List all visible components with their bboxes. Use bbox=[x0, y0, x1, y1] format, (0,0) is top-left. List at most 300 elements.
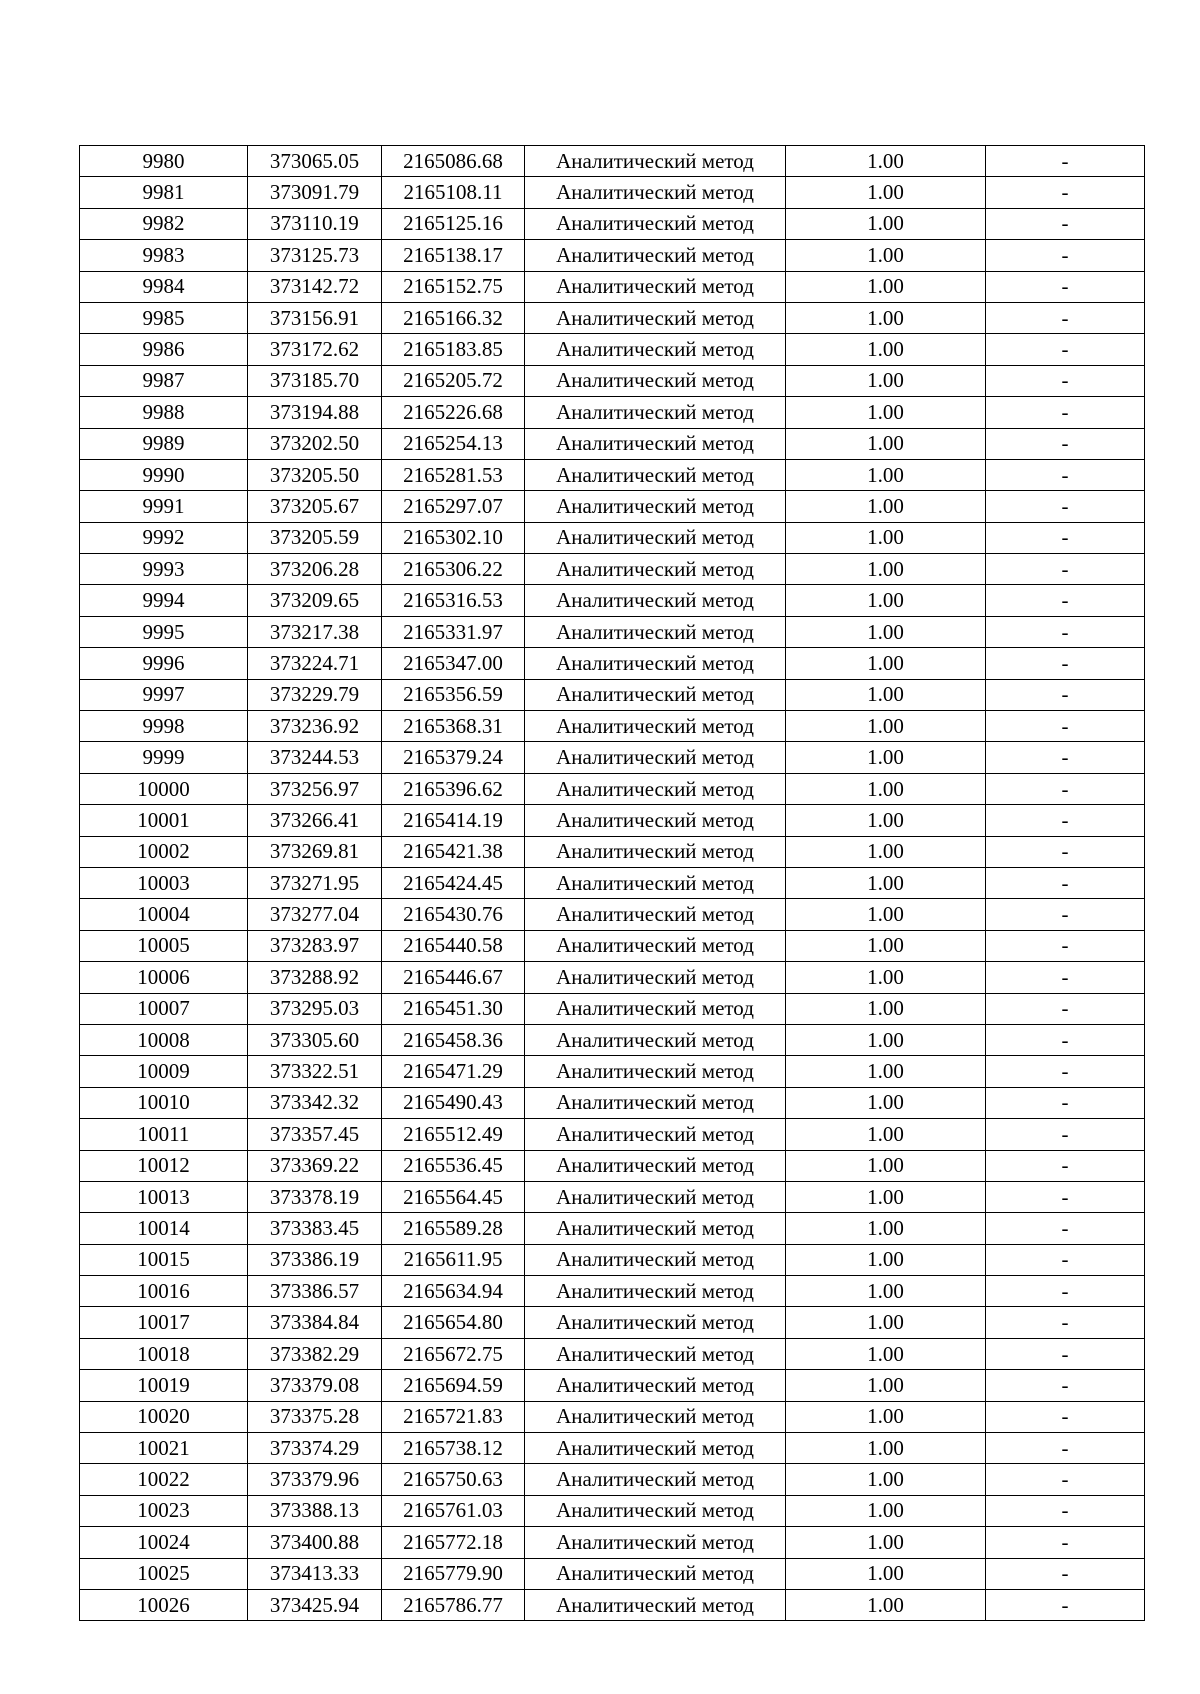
y-coordinate-cell: 2165440.58 bbox=[382, 930, 525, 961]
y-coordinate-cell: 2165356.59 bbox=[382, 679, 525, 710]
note-cell: - bbox=[986, 962, 1145, 993]
accuracy-cell: 1.00 bbox=[786, 993, 986, 1024]
method-cell: Аналитический метод bbox=[525, 1558, 786, 1589]
note-cell: - bbox=[986, 616, 1145, 647]
accuracy-cell: 1.00 bbox=[786, 616, 986, 647]
x-coordinate-cell: 373125.73 bbox=[248, 240, 382, 271]
point-number-cell: 9996 bbox=[80, 648, 248, 679]
note-cell: - bbox=[986, 365, 1145, 396]
accuracy-cell: 1.00 bbox=[786, 302, 986, 333]
point-number-cell: 9980 bbox=[80, 146, 248, 177]
note-cell: - bbox=[986, 554, 1145, 585]
accuracy-cell: 1.00 bbox=[786, 1338, 986, 1369]
accuracy-cell: 1.00 bbox=[786, 146, 986, 177]
table-row bbox=[80, 397, 1145, 428]
y-coordinate-cell: 2165779.90 bbox=[382, 1558, 525, 1589]
point-number-cell: 10011 bbox=[80, 1119, 248, 1150]
y-coordinate-cell: 2165254.13 bbox=[382, 428, 525, 459]
x-coordinate-cell: 373425.94 bbox=[248, 1589, 382, 1620]
method-cell: Аналитический метод bbox=[525, 1181, 786, 1212]
method-cell: Аналитический метод bbox=[525, 1087, 786, 1118]
y-coordinate-cell: 2165281.53 bbox=[382, 459, 525, 490]
accuracy-cell: 1.00 bbox=[786, 240, 986, 271]
y-coordinate-cell: 2165761.03 bbox=[382, 1495, 525, 1526]
x-coordinate-cell: 373244.53 bbox=[248, 742, 382, 773]
y-coordinate-cell: 2165166.32 bbox=[382, 302, 525, 333]
note-cell: - bbox=[986, 240, 1145, 271]
point-number-cell: 9984 bbox=[80, 271, 248, 302]
table-row bbox=[80, 365, 1145, 396]
accuracy-cell: 1.00 bbox=[786, 428, 986, 459]
note-cell: - bbox=[986, 1401, 1145, 1432]
table-row bbox=[80, 554, 1145, 585]
table-body bbox=[80, 146, 1145, 1621]
y-coordinate-cell: 2165226.68 bbox=[382, 397, 525, 428]
method-cell: Аналитический метод bbox=[525, 1307, 786, 1338]
x-coordinate-cell: 373382.29 bbox=[248, 1338, 382, 1369]
y-coordinate-cell: 2165672.75 bbox=[382, 1338, 525, 1369]
y-coordinate-cell: 2165446.67 bbox=[382, 962, 525, 993]
x-coordinate-cell: 373271.95 bbox=[248, 867, 382, 898]
accuracy-cell: 1.00 bbox=[786, 836, 986, 867]
point-number-cell: 10022 bbox=[80, 1464, 248, 1495]
table-row bbox=[80, 1119, 1145, 1150]
method-cell: Аналитический метод bbox=[525, 302, 786, 333]
note-cell: - bbox=[986, 773, 1145, 804]
x-coordinate-cell: 373065.05 bbox=[248, 146, 382, 177]
method-cell: Аналитический метод bbox=[525, 365, 786, 396]
x-coordinate-cell: 373413.33 bbox=[248, 1558, 382, 1589]
accuracy-cell: 1.00 bbox=[786, 1244, 986, 1275]
point-number-cell: 9997 bbox=[80, 679, 248, 710]
method-cell: Аналитический метод bbox=[525, 1056, 786, 1087]
table-row bbox=[80, 428, 1145, 459]
method-cell: Аналитический метод bbox=[525, 1338, 786, 1369]
note-cell: - bbox=[986, 208, 1145, 239]
point-number-cell: 9983 bbox=[80, 240, 248, 271]
table-row bbox=[80, 208, 1145, 239]
point-number-cell: 9993 bbox=[80, 554, 248, 585]
accuracy-cell: 1.00 bbox=[786, 1464, 986, 1495]
table-row bbox=[80, 805, 1145, 836]
y-coordinate-cell: 2165205.72 bbox=[382, 365, 525, 396]
point-number-cell: 10009 bbox=[80, 1056, 248, 1087]
method-cell: Аналитический метод bbox=[525, 962, 786, 993]
note-cell: - bbox=[986, 899, 1145, 930]
accuracy-cell: 1.00 bbox=[786, 208, 986, 239]
accuracy-cell: 1.00 bbox=[786, 711, 986, 742]
point-number-cell: 9998 bbox=[80, 711, 248, 742]
point-number-cell: 9985 bbox=[80, 302, 248, 333]
table-row bbox=[80, 1213, 1145, 1244]
note-cell: - bbox=[986, 1087, 1145, 1118]
method-cell: Аналитический метод bbox=[525, 1213, 786, 1244]
x-coordinate-cell: 373283.97 bbox=[248, 930, 382, 961]
x-coordinate-cell: 373288.92 bbox=[248, 962, 382, 993]
x-coordinate-cell: 373194.88 bbox=[248, 397, 382, 428]
accuracy-cell: 1.00 bbox=[786, 1495, 986, 1526]
table-row bbox=[80, 459, 1145, 490]
y-coordinate-cell: 2165108.11 bbox=[382, 177, 525, 208]
point-number-cell: 9982 bbox=[80, 208, 248, 239]
y-coordinate-cell: 2165138.17 bbox=[382, 240, 525, 271]
y-coordinate-cell: 2165347.00 bbox=[382, 648, 525, 679]
accuracy-cell: 1.00 bbox=[786, 1589, 986, 1620]
accuracy-cell: 1.00 bbox=[786, 1276, 986, 1307]
note-cell: - bbox=[986, 993, 1145, 1024]
point-number-cell: 10025 bbox=[80, 1558, 248, 1589]
method-cell: Аналитический метод bbox=[525, 1589, 786, 1620]
point-number-cell: 9987 bbox=[80, 365, 248, 396]
table-row bbox=[80, 334, 1145, 365]
table-row bbox=[80, 146, 1145, 177]
y-coordinate-cell: 2165379.24 bbox=[382, 742, 525, 773]
accuracy-cell: 1.00 bbox=[786, 1181, 986, 1212]
note-cell: - bbox=[986, 711, 1145, 742]
note-cell: - bbox=[986, 459, 1145, 490]
y-coordinate-cell: 2165183.85 bbox=[382, 334, 525, 365]
x-coordinate-cell: 373209.65 bbox=[248, 585, 382, 616]
accuracy-cell: 1.00 bbox=[786, 1150, 986, 1181]
note-cell: - bbox=[986, 1276, 1145, 1307]
note-cell: - bbox=[986, 491, 1145, 522]
note-cell: - bbox=[986, 1119, 1145, 1150]
note-cell: - bbox=[986, 742, 1145, 773]
coordinates-table bbox=[79, 145, 1145, 1621]
x-coordinate-cell: 373202.50 bbox=[248, 428, 382, 459]
x-coordinate-cell: 373156.91 bbox=[248, 302, 382, 333]
note-cell: - bbox=[986, 1307, 1145, 1338]
method-cell: Аналитический метод bbox=[525, 1150, 786, 1181]
note-cell: - bbox=[986, 1589, 1145, 1620]
table-row bbox=[80, 1464, 1145, 1495]
y-coordinate-cell: 2165750.63 bbox=[382, 1464, 525, 1495]
table-row bbox=[80, 585, 1145, 616]
note-cell: - bbox=[986, 397, 1145, 428]
accuracy-cell: 1.00 bbox=[786, 899, 986, 930]
method-cell: Аналитический метод bbox=[525, 711, 786, 742]
y-coordinate-cell: 2165694.59 bbox=[382, 1370, 525, 1401]
x-coordinate-cell: 373266.41 bbox=[248, 805, 382, 836]
point-number-cell: 10005 bbox=[80, 930, 248, 961]
table-row bbox=[80, 1276, 1145, 1307]
y-coordinate-cell: 2165611.95 bbox=[382, 1244, 525, 1275]
note-cell: - bbox=[986, 1024, 1145, 1055]
note-cell: - bbox=[986, 648, 1145, 679]
table-row bbox=[80, 1087, 1145, 1118]
method-cell: Аналитический метод bbox=[525, 899, 786, 930]
method-cell: Аналитический метод bbox=[525, 1401, 786, 1432]
accuracy-cell: 1.00 bbox=[786, 585, 986, 616]
method-cell: Аналитический метод bbox=[525, 1464, 786, 1495]
table-row bbox=[80, 1150, 1145, 1181]
accuracy-cell: 1.00 bbox=[786, 962, 986, 993]
y-coordinate-cell: 2165512.49 bbox=[382, 1119, 525, 1150]
note-cell: - bbox=[986, 805, 1145, 836]
point-number-cell: 10023 bbox=[80, 1495, 248, 1526]
table-row bbox=[80, 1558, 1145, 1589]
x-coordinate-cell: 373369.22 bbox=[248, 1150, 382, 1181]
accuracy-cell: 1.00 bbox=[786, 742, 986, 773]
method-cell: Аналитический метод bbox=[525, 1024, 786, 1055]
point-number-cell: 9994 bbox=[80, 585, 248, 616]
table-row bbox=[80, 1244, 1145, 1275]
point-number-cell: 10012 bbox=[80, 1150, 248, 1181]
x-coordinate-cell: 373091.79 bbox=[248, 177, 382, 208]
method-cell: Аналитический метод bbox=[525, 428, 786, 459]
table-row bbox=[80, 491, 1145, 522]
note-cell: - bbox=[986, 1433, 1145, 1464]
point-number-cell: 10013 bbox=[80, 1181, 248, 1212]
x-coordinate-cell: 373400.88 bbox=[248, 1527, 382, 1558]
y-coordinate-cell: 2165424.45 bbox=[382, 867, 525, 898]
y-coordinate-cell: 2165086.68 bbox=[382, 146, 525, 177]
point-number-cell: 9986 bbox=[80, 334, 248, 365]
table-row bbox=[80, 302, 1145, 333]
accuracy-cell: 1.00 bbox=[786, 1401, 986, 1432]
y-coordinate-cell: 2165297.07 bbox=[382, 491, 525, 522]
note-cell: - bbox=[986, 836, 1145, 867]
point-number-cell: 10018 bbox=[80, 1338, 248, 1369]
x-coordinate-cell: 373205.67 bbox=[248, 491, 382, 522]
method-cell: Аналитический метод bbox=[525, 648, 786, 679]
y-coordinate-cell: 2165634.94 bbox=[382, 1276, 525, 1307]
method-cell: Аналитический метод bbox=[525, 146, 786, 177]
accuracy-cell: 1.00 bbox=[786, 459, 986, 490]
accuracy-cell: 1.00 bbox=[786, 1213, 986, 1244]
x-coordinate-cell: 373269.81 bbox=[248, 836, 382, 867]
table-row bbox=[80, 616, 1145, 647]
y-coordinate-cell: 2165396.62 bbox=[382, 773, 525, 804]
table-row bbox=[80, 271, 1145, 302]
x-coordinate-cell: 373236.92 bbox=[248, 711, 382, 742]
x-coordinate-cell: 373217.38 bbox=[248, 616, 382, 647]
x-coordinate-cell: 373295.03 bbox=[248, 993, 382, 1024]
point-number-cell: 10019 bbox=[80, 1370, 248, 1401]
method-cell: Аналитический метод bbox=[525, 773, 786, 804]
note-cell: - bbox=[986, 271, 1145, 302]
x-coordinate-cell: 373378.19 bbox=[248, 1181, 382, 1212]
table-row bbox=[80, 993, 1145, 1024]
x-coordinate-cell: 373305.60 bbox=[248, 1024, 382, 1055]
table-row bbox=[80, 742, 1145, 773]
method-cell: Аналитический метод bbox=[525, 1244, 786, 1275]
x-coordinate-cell: 373224.71 bbox=[248, 648, 382, 679]
accuracy-cell: 1.00 bbox=[786, 397, 986, 428]
method-cell: Аналитический метод bbox=[525, 1495, 786, 1526]
accuracy-cell: 1.00 bbox=[786, 1087, 986, 1118]
method-cell: Аналитический метод bbox=[525, 616, 786, 647]
table-row bbox=[80, 1433, 1145, 1464]
method-cell: Аналитический метод bbox=[525, 397, 786, 428]
accuracy-cell: 1.00 bbox=[786, 805, 986, 836]
note-cell: - bbox=[986, 1464, 1145, 1495]
point-number-cell: 9989 bbox=[80, 428, 248, 459]
table-row bbox=[80, 899, 1145, 930]
table-row bbox=[80, 1056, 1145, 1087]
point-number-cell: 9991 bbox=[80, 491, 248, 522]
table-row bbox=[80, 1527, 1145, 1558]
method-cell: Аналитический метод bbox=[525, 177, 786, 208]
method-cell: Аналитический метод bbox=[525, 805, 786, 836]
x-coordinate-cell: 373110.19 bbox=[248, 208, 382, 239]
accuracy-cell: 1.00 bbox=[786, 491, 986, 522]
x-coordinate-cell: 373185.70 bbox=[248, 365, 382, 396]
method-cell: Аналитический метод bbox=[525, 742, 786, 773]
x-coordinate-cell: 373386.19 bbox=[248, 1244, 382, 1275]
method-cell: Аналитический метод bbox=[525, 459, 786, 490]
note-cell: - bbox=[986, 1213, 1145, 1244]
y-coordinate-cell: 2165654.80 bbox=[382, 1307, 525, 1338]
note-cell: - bbox=[986, 867, 1145, 898]
y-coordinate-cell: 2165302.10 bbox=[382, 522, 525, 553]
x-coordinate-cell: 373379.08 bbox=[248, 1370, 382, 1401]
method-cell: Аналитический метод bbox=[525, 522, 786, 553]
x-coordinate-cell: 373322.51 bbox=[248, 1056, 382, 1087]
method-cell: Аналитический метод bbox=[525, 1433, 786, 1464]
accuracy-cell: 1.00 bbox=[786, 1527, 986, 1558]
note-cell: - bbox=[986, 1181, 1145, 1212]
y-coordinate-cell: 2165589.28 bbox=[382, 1213, 525, 1244]
accuracy-cell: 1.00 bbox=[786, 1056, 986, 1087]
note-cell: - bbox=[986, 1056, 1145, 1087]
point-number-cell: 10003 bbox=[80, 867, 248, 898]
point-number-cell: 10021 bbox=[80, 1433, 248, 1464]
y-coordinate-cell: 2165152.75 bbox=[382, 271, 525, 302]
point-number-cell: 10008 bbox=[80, 1024, 248, 1055]
point-number-cell: 10014 bbox=[80, 1213, 248, 1244]
accuracy-cell: 1.00 bbox=[786, 271, 986, 302]
note-cell: - bbox=[986, 1370, 1145, 1401]
x-coordinate-cell: 373383.45 bbox=[248, 1213, 382, 1244]
table-row bbox=[80, 240, 1145, 271]
accuracy-cell: 1.00 bbox=[786, 554, 986, 585]
note-cell: - bbox=[986, 1150, 1145, 1181]
y-coordinate-cell: 2165564.45 bbox=[382, 1181, 525, 1212]
point-number-cell: 9981 bbox=[80, 177, 248, 208]
table-row bbox=[80, 1181, 1145, 1212]
accuracy-cell: 1.00 bbox=[786, 1307, 986, 1338]
method-cell: Аналитический метод bbox=[525, 271, 786, 302]
x-coordinate-cell: 373375.28 bbox=[248, 1401, 382, 1432]
accuracy-cell: 1.00 bbox=[786, 930, 986, 961]
x-coordinate-cell: 373172.62 bbox=[248, 334, 382, 365]
accuracy-cell: 1.00 bbox=[786, 773, 986, 804]
point-number-cell: 9995 bbox=[80, 616, 248, 647]
y-coordinate-cell: 2165772.18 bbox=[382, 1527, 525, 1558]
accuracy-cell: 1.00 bbox=[786, 334, 986, 365]
x-coordinate-cell: 373379.96 bbox=[248, 1464, 382, 1495]
y-coordinate-cell: 2165786.77 bbox=[382, 1589, 525, 1620]
note-cell: - bbox=[986, 146, 1145, 177]
y-coordinate-cell: 2165490.43 bbox=[382, 1087, 525, 1118]
point-number-cell: 10004 bbox=[80, 899, 248, 930]
x-coordinate-cell: 373229.79 bbox=[248, 679, 382, 710]
table-row bbox=[80, 1589, 1145, 1620]
table-row bbox=[80, 679, 1145, 710]
point-number-cell: 10016 bbox=[80, 1276, 248, 1307]
table-row bbox=[80, 1307, 1145, 1338]
accuracy-cell: 1.00 bbox=[786, 522, 986, 553]
table-row bbox=[80, 962, 1145, 993]
table-row bbox=[80, 1495, 1145, 1526]
x-coordinate-cell: 373205.50 bbox=[248, 459, 382, 490]
x-coordinate-cell: 373386.57 bbox=[248, 1276, 382, 1307]
table-row bbox=[80, 930, 1145, 961]
accuracy-cell: 1.00 bbox=[786, 648, 986, 679]
table-row bbox=[80, 177, 1145, 208]
method-cell: Аналитический метод bbox=[525, 334, 786, 365]
x-coordinate-cell: 373206.28 bbox=[248, 554, 382, 585]
x-coordinate-cell: 373142.72 bbox=[248, 271, 382, 302]
x-coordinate-cell: 373374.29 bbox=[248, 1433, 382, 1464]
point-number-cell: 10006 bbox=[80, 962, 248, 993]
note-cell: - bbox=[986, 302, 1145, 333]
method-cell: Аналитический метод bbox=[525, 930, 786, 961]
method-cell: Аналитический метод bbox=[525, 240, 786, 271]
y-coordinate-cell: 2165414.19 bbox=[382, 805, 525, 836]
y-coordinate-cell: 2165306.22 bbox=[382, 554, 525, 585]
accuracy-cell: 1.00 bbox=[786, 1024, 986, 1055]
note-cell: - bbox=[986, 679, 1145, 710]
table-row bbox=[80, 711, 1145, 742]
accuracy-cell: 1.00 bbox=[786, 177, 986, 208]
method-cell: Аналитический метод bbox=[525, 867, 786, 898]
method-cell: Аналитический метод bbox=[525, 1119, 786, 1150]
y-coordinate-cell: 2165471.29 bbox=[382, 1056, 525, 1087]
method-cell: Аналитический метод bbox=[525, 836, 786, 867]
point-number-cell: 10015 bbox=[80, 1244, 248, 1275]
method-cell: Аналитический метод bbox=[525, 1370, 786, 1401]
point-number-cell: 10024 bbox=[80, 1527, 248, 1558]
x-coordinate-cell: 373388.13 bbox=[248, 1495, 382, 1526]
point-number-cell: 9992 bbox=[80, 522, 248, 553]
accuracy-cell: 1.00 bbox=[786, 365, 986, 396]
table-row bbox=[80, 648, 1145, 679]
y-coordinate-cell: 2165430.76 bbox=[382, 899, 525, 930]
y-coordinate-cell: 2165721.83 bbox=[382, 1401, 525, 1432]
note-cell: - bbox=[986, 1527, 1145, 1558]
method-cell: Аналитический метод bbox=[525, 208, 786, 239]
point-number-cell: 10020 bbox=[80, 1401, 248, 1432]
point-number-cell: 10010 bbox=[80, 1087, 248, 1118]
x-coordinate-cell: 373256.97 bbox=[248, 773, 382, 804]
x-coordinate-cell: 373357.45 bbox=[248, 1119, 382, 1150]
note-cell: - bbox=[986, 334, 1145, 365]
point-number-cell: 10026 bbox=[80, 1589, 248, 1620]
table-row bbox=[80, 867, 1145, 898]
table-row bbox=[80, 1338, 1145, 1369]
note-cell: - bbox=[986, 585, 1145, 616]
table-row bbox=[80, 1401, 1145, 1432]
note-cell: - bbox=[986, 930, 1145, 961]
accuracy-cell: 1.00 bbox=[786, 1433, 986, 1464]
accuracy-cell: 1.00 bbox=[786, 1558, 986, 1589]
accuracy-cell: 1.00 bbox=[786, 1370, 986, 1401]
method-cell: Аналитический метод bbox=[525, 993, 786, 1024]
point-number-cell: 10007 bbox=[80, 993, 248, 1024]
y-coordinate-cell: 2165536.45 bbox=[382, 1150, 525, 1181]
y-coordinate-cell: 2165331.97 bbox=[382, 616, 525, 647]
table-row bbox=[80, 522, 1145, 553]
note-cell: - bbox=[986, 1495, 1145, 1526]
y-coordinate-cell: 2165316.53 bbox=[382, 585, 525, 616]
method-cell: Аналитический метод bbox=[525, 1276, 786, 1307]
x-coordinate-cell: 373384.84 bbox=[248, 1307, 382, 1338]
note-cell: - bbox=[986, 522, 1145, 553]
x-coordinate-cell: 373342.32 bbox=[248, 1087, 382, 1118]
table-row bbox=[80, 773, 1145, 804]
